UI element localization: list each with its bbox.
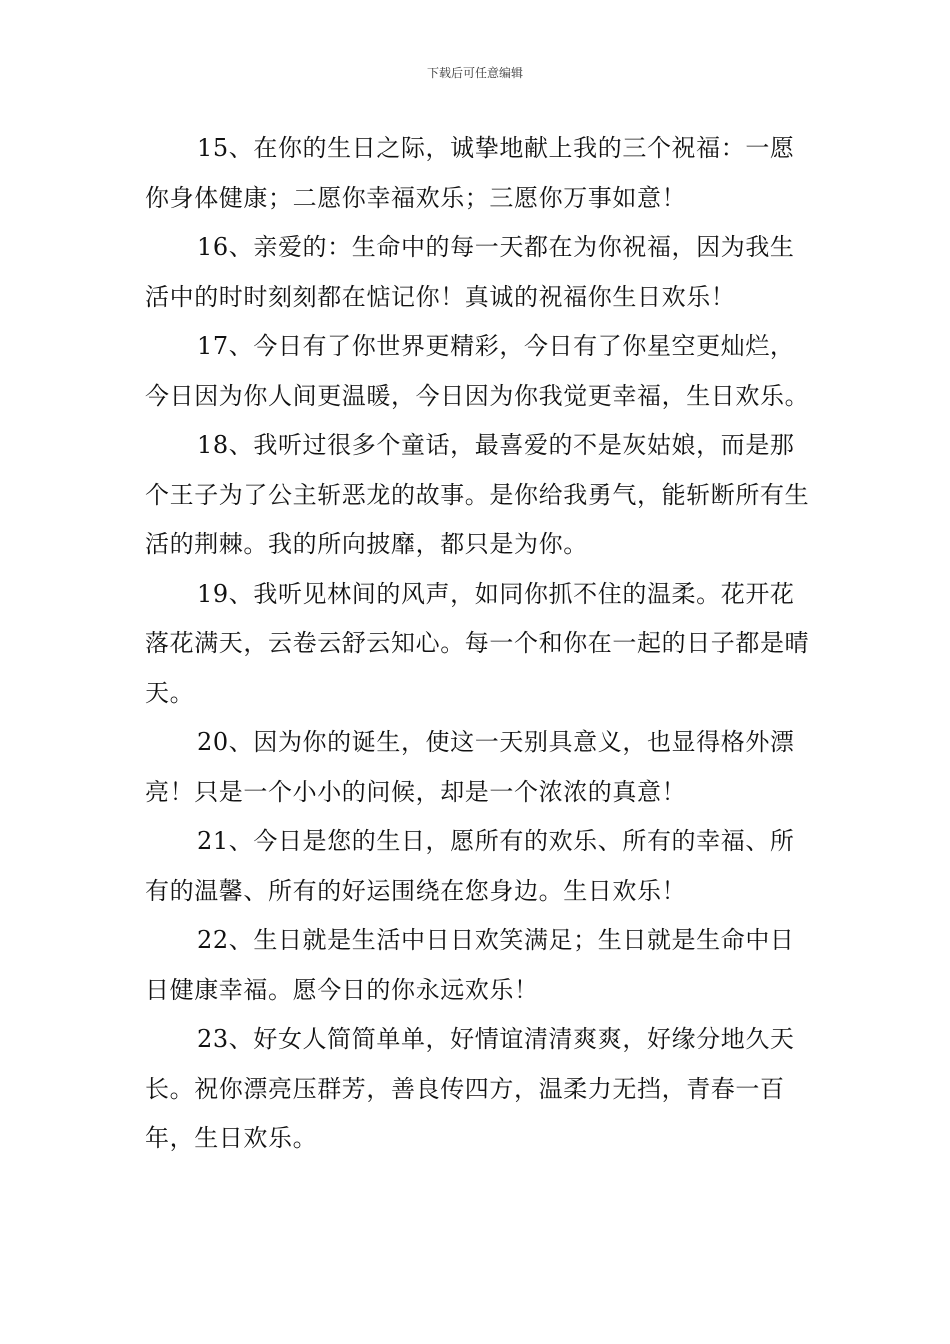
paragraph-21: 21、今日是您的生日，愿所有的欢乐、所有的幸福、所有的温馨、所有的好运围绕在您身边。生日欢乐！ (145, 827, 795, 905)
paragraph-22: 22、生日就是生活中日日欢笑满足；生日就是生命中日日健康幸福。愿今日的你永远欢乐！ (145, 926, 795, 1004)
document-body (145, 124, 810, 1164)
paragraph-18: 18、我听过很多个童话，最喜爱的不是灰姑娘，而是那个王子为了公主斩恶龙的故事。是你给我勇气，能斩断所有生活的荆棘。我的所向披靡，都只是为你。 (145, 431, 810, 558)
page-header: 下载后可任意编辑 (426, 66, 523, 80)
paragraph-20: 20、因为你的诞生，使这一天别具意义，也显得格外漂亮！只是一个小小的问候，却是一个浓浓的真意！ (145, 728, 795, 806)
paragraph-19: 19、我听见林间的风声，如同你抓不住的温柔。花开花落花满天，云卷云舒云知心。每一个和你在一起的日子都是晴天。 (145, 579, 810, 707)
paragraph-15: 15、在你的生日之际，诚挚地献上我的三个祝福：一愿你身体健康；二愿你幸福欢乐；三愿你万事如意！ (145, 134, 795, 212)
paragraph-23: 23、好女人简简单单，好情谊清清爽爽，好缘分地久天长。祝你漂亮压群芳，善良传四方，温柔力无挡，青春一百年，生日欢乐。 (145, 1025, 795, 1152)
paragraph-16: 16、亲爱的：生命中的每一天都在为你祝福，因为我生活中的时时刻刻都在惦记你！真诚的祝福你生日欢乐！ (145, 233, 795, 311)
paragraph-17: 17、今日有了你世界更精彩，今日有了你星空更灿烂，今日因为你人间更温暖，今日因为你我觉更幸福，生日欢乐。 (145, 332, 810, 410)
